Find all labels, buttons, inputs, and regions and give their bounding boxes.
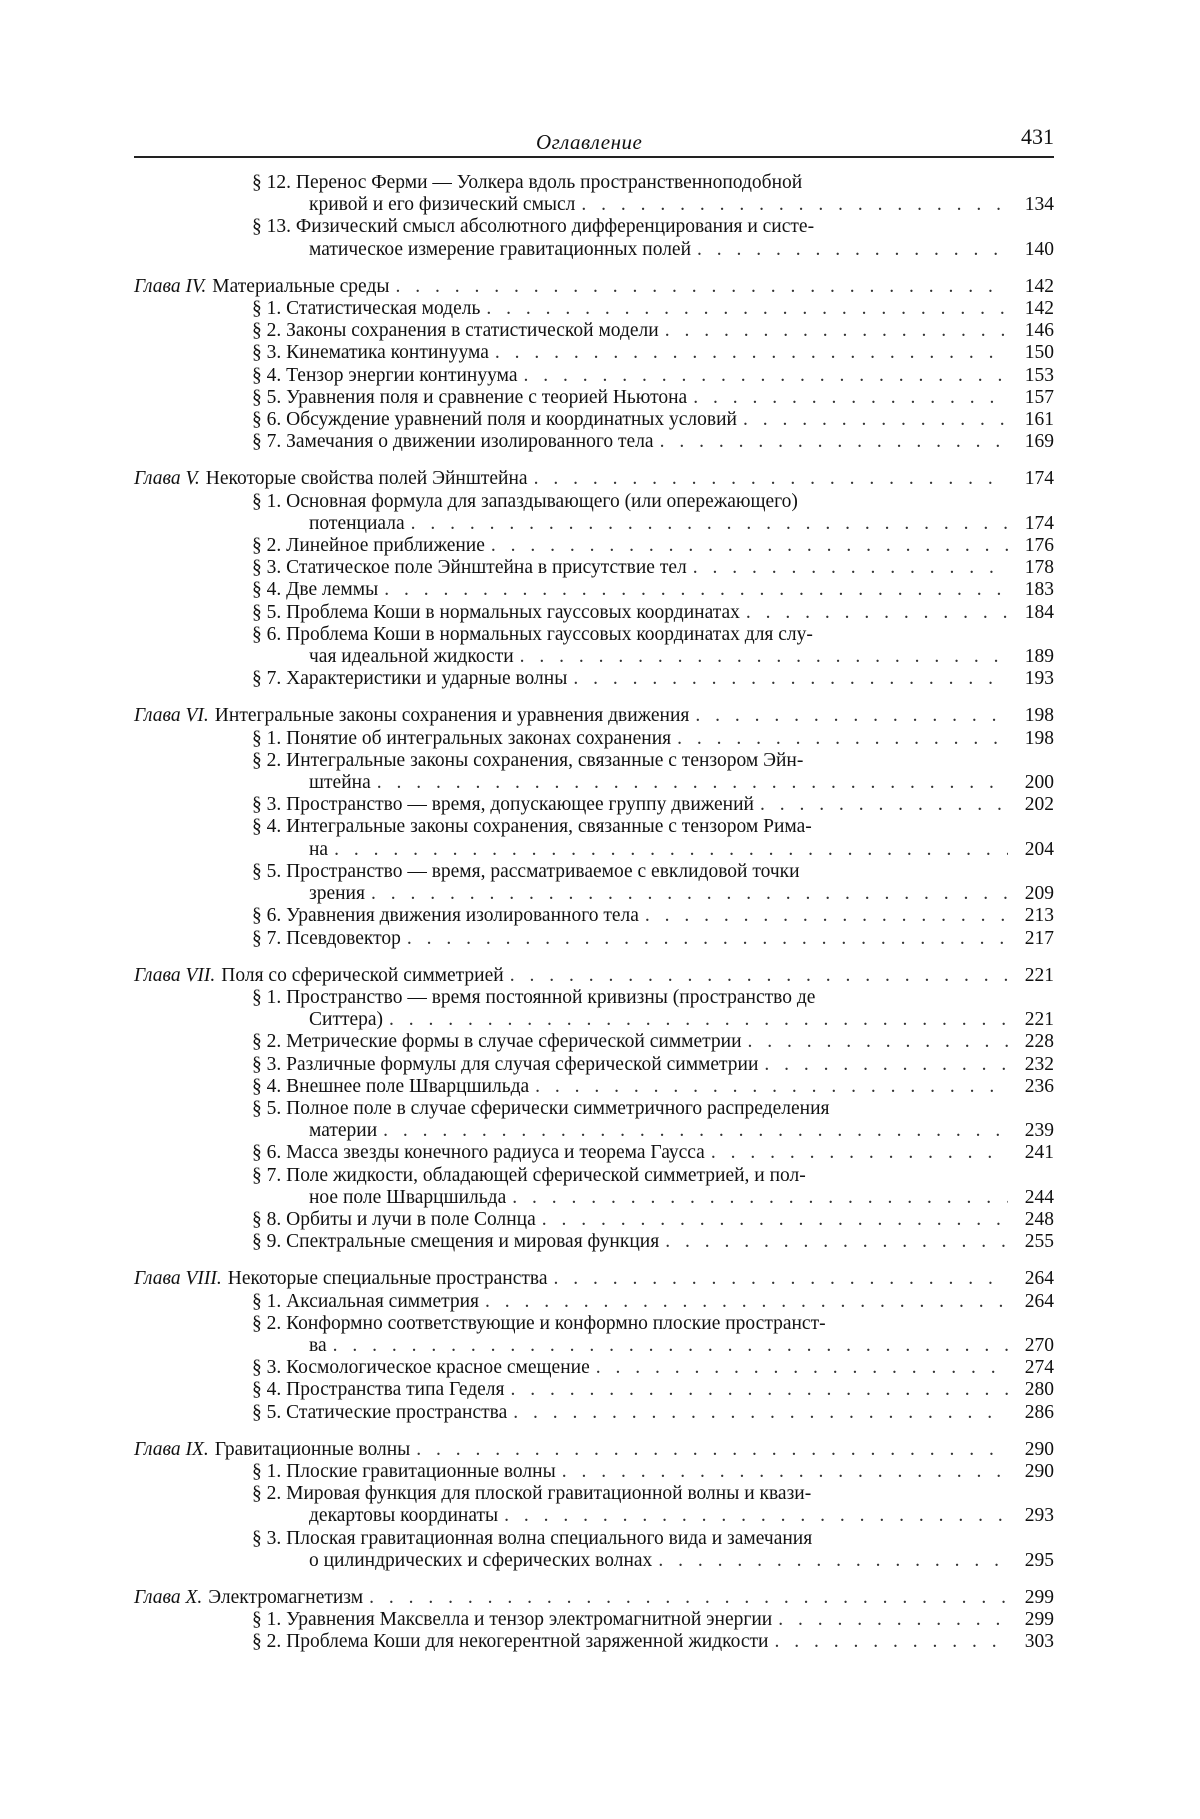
dot-leader — [486, 298, 1008, 320]
toc-section-entry — [134, 298, 1054, 320]
dot-leader — [411, 513, 1008, 535]
dot-leader — [383, 1120, 1008, 1142]
dot-leader — [485, 1291, 1008, 1313]
dot-leader — [658, 1550, 1008, 1572]
toc-chapter-entry — [134, 468, 1054, 490]
dot-leader — [334, 839, 1008, 861]
toc-entry-title: § 5. Статические пространства — [252, 1401, 508, 1423]
toc-entry-title: кривой и его физический смысл — [309, 194, 576, 216]
toc-page-number: 204 — [1024, 838, 1054, 860]
toc-entry-line — [252, 1187, 1054, 1209]
toc-page-number: 290 — [1024, 1438, 1054, 1460]
toc-entry-title: ное поле Шварцшильда — [309, 1186, 507, 1208]
toc-entry-title: о цилиндрических и сферических волнах — [309, 1549, 653, 1571]
toc-entry-title: § 3. Статическое поле Эйнштейна в присутствие тел — [252, 557, 687, 579]
dot-leader — [377, 772, 1008, 794]
toc-entry-title: Ситтера) — [309, 1009, 384, 1031]
toc-entry-line — [252, 1631, 1054, 1653]
toc-section-entry — [134, 1076, 1054, 1098]
toc-page-number: 178 — [1024, 557, 1054, 579]
toc-page-number: 134 — [1024, 194, 1054, 216]
toc-entry-title: § 2. Законы сохранения в статистической модели — [252, 320, 659, 342]
dot-leader — [512, 1187, 1008, 1209]
dot-leader — [573, 668, 1008, 690]
toc-entry-line — [252, 365, 1054, 387]
toc-page-number: 221 — [1024, 964, 1054, 986]
toc-chapter-entry — [134, 965, 1054, 987]
toc-page-number: 174 — [1024, 468, 1054, 490]
toc-entry-title: § 2. Интегральные законы сохранения, связанные с тензором Эйн- — [252, 749, 804, 771]
toc-page-number: 232 — [1024, 1053, 1054, 1075]
toc-page-number: 274 — [1024, 1357, 1054, 1379]
chapter-label: Глава VII. — [134, 964, 216, 986]
toc-entry-title: матическое измерение гравитационных полей — [309, 238, 692, 260]
toc-entry-title: § 8. Орбиты и лучи в поле Солнца — [252, 1208, 536, 1230]
toc-page-number: 244 — [1024, 1186, 1054, 1208]
toc-entry-title: § 6. Проблема Коши в нормальных гауссовых координатах для слу- — [252, 623, 813, 645]
toc-entry-line — [252, 194, 1054, 216]
dot-leader — [775, 1631, 1009, 1653]
toc-entry-line — [252, 1335, 1054, 1357]
toc-entry-line — [134, 468, 1054, 490]
chapter-label: Глава IX. — [134, 1438, 209, 1460]
toc-page-number: 189 — [1024, 646, 1054, 668]
toc-entry-line — [252, 839, 1054, 861]
toc-section-entry — [134, 579, 1054, 601]
toc-entry-line — [134, 276, 1054, 298]
toc-entry-line — [252, 1505, 1054, 1527]
toc-entry-line — [252, 387, 1054, 409]
toc-entry-line — [252, 1461, 1054, 1483]
toc-page-number: 241 — [1024, 1142, 1054, 1164]
toc-entry-title: § 1. Уравнения Максвелла и тензор электромагнитной энергии — [252, 1609, 773, 1631]
toc-page-number: 236 — [1024, 1075, 1054, 1097]
toc-chapter-entry — [134, 1587, 1054, 1609]
dot-leader — [384, 579, 1008, 601]
toc-entry-title: § 2. Метрические формы в случае сферической симметрии — [252, 1031, 742, 1053]
toc-page-number: 264 — [1024, 1268, 1054, 1290]
toc-page-number: 157 — [1024, 386, 1054, 408]
toc-chapter-entry — [134, 276, 1054, 298]
toc-page-number: 161 — [1024, 409, 1054, 431]
toc-entry-line — [252, 1291, 1054, 1313]
toc-entry-title: потенциала — [309, 512, 405, 534]
toc-entry-line — [252, 816, 1054, 838]
dot-leader — [407, 928, 1008, 950]
dot-leader — [523, 365, 1008, 387]
toc-section-entry — [134, 216, 1054, 260]
toc-section-entry — [134, 728, 1054, 750]
toc-entry-line — [252, 1357, 1054, 1379]
toc-section-entry — [134, 1528, 1054, 1572]
dot-leader — [491, 535, 1008, 557]
toc-section-entry — [134, 1165, 1054, 1209]
toc-entry-line — [252, 1054, 1054, 1076]
header-page-number: 431 — [1021, 124, 1054, 149]
toc-entry-line — [252, 1313, 1054, 1335]
dot-leader — [416, 1439, 1008, 1461]
dot-leader — [369, 1587, 1008, 1609]
toc-page-number: 198 — [1024, 705, 1054, 727]
dot-leader — [778, 1609, 1008, 1631]
dot-leader — [596, 1357, 1008, 1379]
toc-entry-line — [252, 557, 1054, 579]
toc-page-number: 146 — [1024, 320, 1054, 342]
dot-leader — [695, 705, 1008, 727]
toc-page-number: 209 — [1024, 883, 1054, 905]
toc-page-number: 299 — [1024, 1609, 1054, 1631]
chapter-label: Глава X. — [134, 1586, 203, 1608]
toc-entry-title: § 4. Интегральные законы сохранения, связанные с тензором Рима- — [252, 816, 812, 838]
toc-page-number: 176 — [1024, 535, 1054, 557]
toc-entry-line — [134, 1439, 1054, 1461]
toc-entry-title: § 1. Пространство — время постоянной кривизны (пространство де — [252, 986, 816, 1008]
toc-section-entry — [134, 1483, 1054, 1527]
toc-chapter-entry — [134, 1439, 1054, 1461]
toc-section-entry — [134, 1631, 1054, 1653]
dot-leader — [510, 965, 1008, 987]
toc-page-number: 153 — [1024, 364, 1054, 386]
toc-page-number: 200 — [1024, 772, 1054, 794]
dot-leader — [746, 602, 1008, 624]
toc-entry-line — [252, 298, 1054, 320]
dot-leader — [511, 1379, 1009, 1401]
toc-entry-line — [252, 1402, 1054, 1424]
toc-entry-line — [252, 431, 1054, 453]
toc-entry-line — [252, 772, 1054, 794]
toc-section-entry — [134, 928, 1054, 950]
toc-page-number: 248 — [1024, 1208, 1054, 1230]
toc-entry-title: Электромагнетизм — [208, 1586, 364, 1608]
dot-leader — [495, 342, 1008, 364]
toc-entry-title: § 4. Внешнее поле Шварцшильда — [252, 1075, 530, 1097]
toc-entry-title: § 3. Плоская гравитационная волна специального вида и замечания — [252, 1527, 813, 1549]
toc-section-entry — [134, 1142, 1054, 1164]
toc-page-number: 142 — [1024, 298, 1054, 320]
dot-leader — [535, 1076, 1008, 1098]
toc-entry-line — [252, 905, 1054, 927]
toc-page-number: 217 — [1024, 927, 1054, 949]
toc-entry-title: § 6. Масса звезды конечного радиуса и теорема Гаусса — [252, 1142, 705, 1164]
toc-chapter-entry — [134, 705, 1054, 727]
toc-entry-title: § 4. Пространства типа Геделя — [252, 1379, 505, 1401]
toc-entry-line — [252, 1031, 1054, 1053]
toc-entry-title: § 1. Основная формула для запаздывающего (или опережающего) — [252, 490, 798, 512]
toc-entry-line — [252, 491, 1054, 513]
toc-chapter-entry — [134, 1268, 1054, 1290]
toc-page-number: 295 — [1024, 1549, 1054, 1571]
chapter-label: Глава V. — [134, 468, 200, 490]
toc-page-number: 299 — [1024, 1586, 1054, 1608]
chapter-label: Глава IV. — [134, 275, 207, 297]
toc-section-entry — [134, 1402, 1054, 1424]
dot-leader — [693, 557, 1008, 579]
toc-page-number: 239 — [1024, 1120, 1054, 1142]
toc-section-entry — [134, 342, 1054, 364]
toc-section-entry — [134, 1031, 1054, 1053]
dot-leader — [520, 646, 1008, 668]
dot-leader — [764, 1054, 1008, 1076]
toc-section-entry — [134, 557, 1054, 579]
dot-leader — [581, 194, 1008, 216]
toc-entry-title: § 2. Конформно соответствующие и конформно плоские пространст- — [252, 1312, 826, 1334]
dot-leader — [711, 1142, 1008, 1164]
dot-leader — [697, 239, 1008, 261]
toc-section-entry — [134, 409, 1054, 431]
toc-entry-title: Гравитационные волны — [214, 1438, 411, 1460]
toc-entry-title: Материальные среды — [212, 275, 390, 297]
toc-entry-title: ва — [309, 1334, 327, 1356]
toc-page-number: 169 — [1024, 431, 1054, 453]
toc-section-entry — [134, 1357, 1054, 1379]
toc-page-number: 202 — [1024, 794, 1054, 816]
toc-entry-line — [252, 750, 1054, 772]
toc-entry-title: § 3. Космологическое красное смещение — [252, 1357, 590, 1379]
toc-entry-title: § 4. Две леммы — [252, 579, 379, 601]
toc-page-number: 264 — [1024, 1290, 1054, 1312]
toc-section-entry — [134, 320, 1054, 342]
dot-leader — [660, 431, 1008, 453]
toc-section-entry — [134, 861, 1054, 905]
dot-leader — [677, 728, 1008, 750]
toc-section-entry — [134, 535, 1054, 557]
dot-leader — [748, 1031, 1008, 1053]
toc-entry-line — [252, 1528, 1054, 1550]
dot-leader — [504, 1505, 1008, 1527]
toc-entry-title: § 4. Тензор энергии континуума — [252, 364, 518, 386]
toc-entry-line — [252, 1209, 1054, 1231]
toc-entry-line — [134, 965, 1054, 987]
toc-section-entry — [134, 1291, 1054, 1313]
toc-entry-title: § 9. Спектральные смещения и мировая функция — [252, 1231, 660, 1253]
toc-page-number: 303 — [1024, 1631, 1054, 1653]
toc-entry-title: Интегральные законы сохранения и уравнения движения — [214, 705, 690, 727]
toc-section-entry — [134, 1609, 1054, 1631]
toc-page-number: 221 — [1024, 1009, 1054, 1031]
toc-entry-title: § 2. Проблема Коши для некогерентной заряженной жидкости — [252, 1631, 769, 1653]
toc-entry-title: § 2. Мировая функция для плоской гравитационной волны и квази- — [252, 1483, 812, 1505]
dot-leader — [395, 276, 1008, 298]
toc-section-entry — [134, 1313, 1054, 1357]
toc-entry-title: Поля со сферической симметрией — [221, 964, 504, 986]
dot-leader — [665, 320, 1008, 342]
toc-entry-line — [252, 1483, 1054, 1505]
toc-section-entry — [134, 1461, 1054, 1483]
toc-entry-line — [134, 705, 1054, 727]
toc-section-entry — [134, 1379, 1054, 1401]
toc-page-number: 228 — [1024, 1031, 1054, 1053]
table-of-contents — [134, 172, 1054, 1654]
chapter-label: Глава VI. — [134, 705, 209, 727]
toc-entry-title: чая идеальной жидкости — [309, 646, 514, 668]
toc-entry-line — [252, 1231, 1054, 1253]
toc-entry-line — [252, 668, 1054, 690]
toc-entry-title: § 7. Характеристики и ударные волны — [252, 668, 568, 690]
dot-leader — [760, 794, 1008, 816]
toc-page-number: 150 — [1024, 342, 1054, 364]
toc-entry-line — [252, 409, 1054, 431]
toc-entry-line — [252, 1165, 1054, 1187]
toc-section-entry — [134, 491, 1054, 535]
toc-entry-line — [252, 579, 1054, 601]
dot-leader — [665, 1231, 1008, 1253]
toc-entry-line — [252, 1550, 1054, 1572]
toc-entry-title: материи — [309, 1120, 378, 1142]
dot-leader — [371, 883, 1008, 905]
toc-entry-title: Некоторые специальные пространства — [227, 1268, 548, 1290]
toc-entry-title: § 5. Проблема Коши в нормальных гауссовых координатах — [252, 601, 740, 623]
toc-entry-line — [252, 624, 1054, 646]
running-header — [134, 120, 1054, 160]
toc-entry-title: § 2. Линейное приближение — [252, 535, 485, 557]
toc-entry-line — [252, 342, 1054, 364]
header-title: Оглавление — [536, 130, 643, 154]
dot-leader — [542, 1209, 1008, 1231]
toc-entry-title: § 3. Различные формулы для случая сферической симметрии — [252, 1053, 759, 1075]
toc-entry-line — [252, 535, 1054, 557]
toc-section-entry — [134, 668, 1054, 690]
toc-entry-line — [252, 987, 1054, 1009]
toc-section-entry — [134, 602, 1054, 624]
toc-page-number: 193 — [1024, 668, 1054, 690]
header-rule — [134, 156, 1054, 158]
dot-leader — [562, 1461, 1008, 1483]
toc-entry-line — [252, 172, 1054, 194]
toc-entry-line — [252, 794, 1054, 816]
toc-entry-title: § 13. Физический смысл абсолютного дифференцирования и систе- — [252, 216, 815, 238]
toc-entry-title: § 5. Пространство — время, рассматриваемое с евклидовой точки — [252, 860, 800, 882]
toc-entry-line — [252, 1120, 1054, 1142]
toc-entry-line — [252, 239, 1054, 261]
dot-leader — [534, 468, 1008, 490]
toc-section-entry — [134, 987, 1054, 1031]
dot-leader — [693, 387, 1008, 409]
toc-page-number: 183 — [1024, 579, 1054, 601]
toc-section-entry — [134, 172, 1054, 216]
toc-entry-line — [252, 1009, 1054, 1031]
toc-entry-title: § 1. Плоские гравитационные волны — [252, 1460, 556, 1482]
toc-entry-title: Некоторые свойства полей Эйнштейна — [205, 468, 528, 490]
toc-entry-title: § 6. Обсуждение уравнений поля и координатных условий — [252, 409, 737, 431]
toc-entry-line — [252, 861, 1054, 883]
toc-section-entry — [134, 905, 1054, 927]
toc-entry-title: § 5. Полное поле в случае сферически симметричного распределения — [252, 1097, 830, 1119]
dot-leader — [645, 905, 1008, 927]
toc-section-entry — [134, 387, 1054, 409]
chapter-label: Глава VIII. — [134, 1268, 222, 1290]
toc-entry-line — [252, 513, 1054, 535]
toc-section-entry — [134, 1054, 1054, 1076]
toc-page-number: 213 — [1024, 905, 1054, 927]
toc-entry-title: § 5. Уравнения поля и сравнение с теорией Ньютона — [252, 386, 688, 408]
toc-entry-line — [252, 1076, 1054, 1098]
toc-section-entry — [134, 365, 1054, 387]
toc-entry-line — [252, 646, 1054, 668]
toc-page-number: 290 — [1024, 1460, 1054, 1482]
toc-section-entry — [134, 1098, 1054, 1142]
toc-entry-title: § 3. Кинематика континуума — [252, 342, 489, 364]
toc-entry-title: § 3. Пространство — время, допускающее группу движений — [252, 794, 754, 816]
toc-entry-line — [134, 1268, 1054, 1290]
toc-entry-line — [252, 1609, 1054, 1631]
toc-entry-title: зрения — [309, 883, 365, 905]
toc-section-entry — [134, 1231, 1054, 1253]
toc-section-entry — [134, 816, 1054, 860]
toc-entry-title: § 6. Уравнения движения изолированного тела — [252, 905, 639, 927]
toc-entry-title: § 1. Статистическая модель — [252, 298, 481, 320]
toc-page-number: 198 — [1024, 727, 1054, 749]
toc-section-entry — [134, 1209, 1054, 1231]
toc-section-entry — [134, 750, 1054, 794]
toc-entry-line — [252, 216, 1054, 238]
toc-page-number: 140 — [1024, 238, 1054, 260]
toc-entry-title: штейна — [309, 772, 371, 794]
toc-entry-title: § 7. Замечания о движении изолированного тела — [252, 431, 654, 453]
dot-leader — [333, 1335, 1008, 1357]
dot-leader — [553, 1268, 1008, 1290]
toc-section-entry — [134, 624, 1054, 668]
toc-entry-line — [252, 1098, 1054, 1120]
toc-entry-line — [134, 1587, 1054, 1609]
toc-entry-title: декартовы координаты — [309, 1505, 499, 1527]
toc-page-number: 293 — [1024, 1505, 1054, 1527]
toc-entry-title: § 1. Понятие об интегральных законах сохранения — [252, 727, 672, 749]
toc-entry-line — [252, 928, 1054, 950]
toc-section-entry — [134, 431, 1054, 453]
toc-page-number: 174 — [1024, 512, 1054, 534]
toc-entry-line — [252, 320, 1054, 342]
toc-page-number: 286 — [1024, 1401, 1054, 1423]
toc-entry-line — [252, 1379, 1054, 1401]
dot-leader — [743, 409, 1008, 431]
dot-leader — [513, 1402, 1008, 1424]
dot-leader — [389, 1009, 1008, 1031]
toc-page-number: 280 — [1024, 1379, 1054, 1401]
toc-entry-title: § 7. Псевдовектор — [252, 927, 401, 949]
toc-entry-title: § 12. Перенос Ферми — Уолкера вдоль пространственноподобной — [252, 172, 803, 193]
toc-page-number: 255 — [1024, 1231, 1054, 1253]
toc-entry-line — [252, 1142, 1054, 1164]
toc-entry-line — [252, 883, 1054, 905]
toc-entry-line — [252, 728, 1054, 750]
toc-entry-title: на — [309, 838, 329, 860]
toc-entry-title: § 1. Аксиальная симметрия — [252, 1290, 480, 1312]
toc-page-number: 184 — [1024, 601, 1054, 623]
toc-page-number: 270 — [1024, 1334, 1054, 1356]
toc-page-number: 142 — [1024, 275, 1054, 297]
toc-entry-title: § 7. Поле жидкости, обладающей сферической симметрией, и пол- — [252, 1164, 806, 1186]
toc-entry-line — [252, 602, 1054, 624]
toc-section-entry — [134, 794, 1054, 816]
